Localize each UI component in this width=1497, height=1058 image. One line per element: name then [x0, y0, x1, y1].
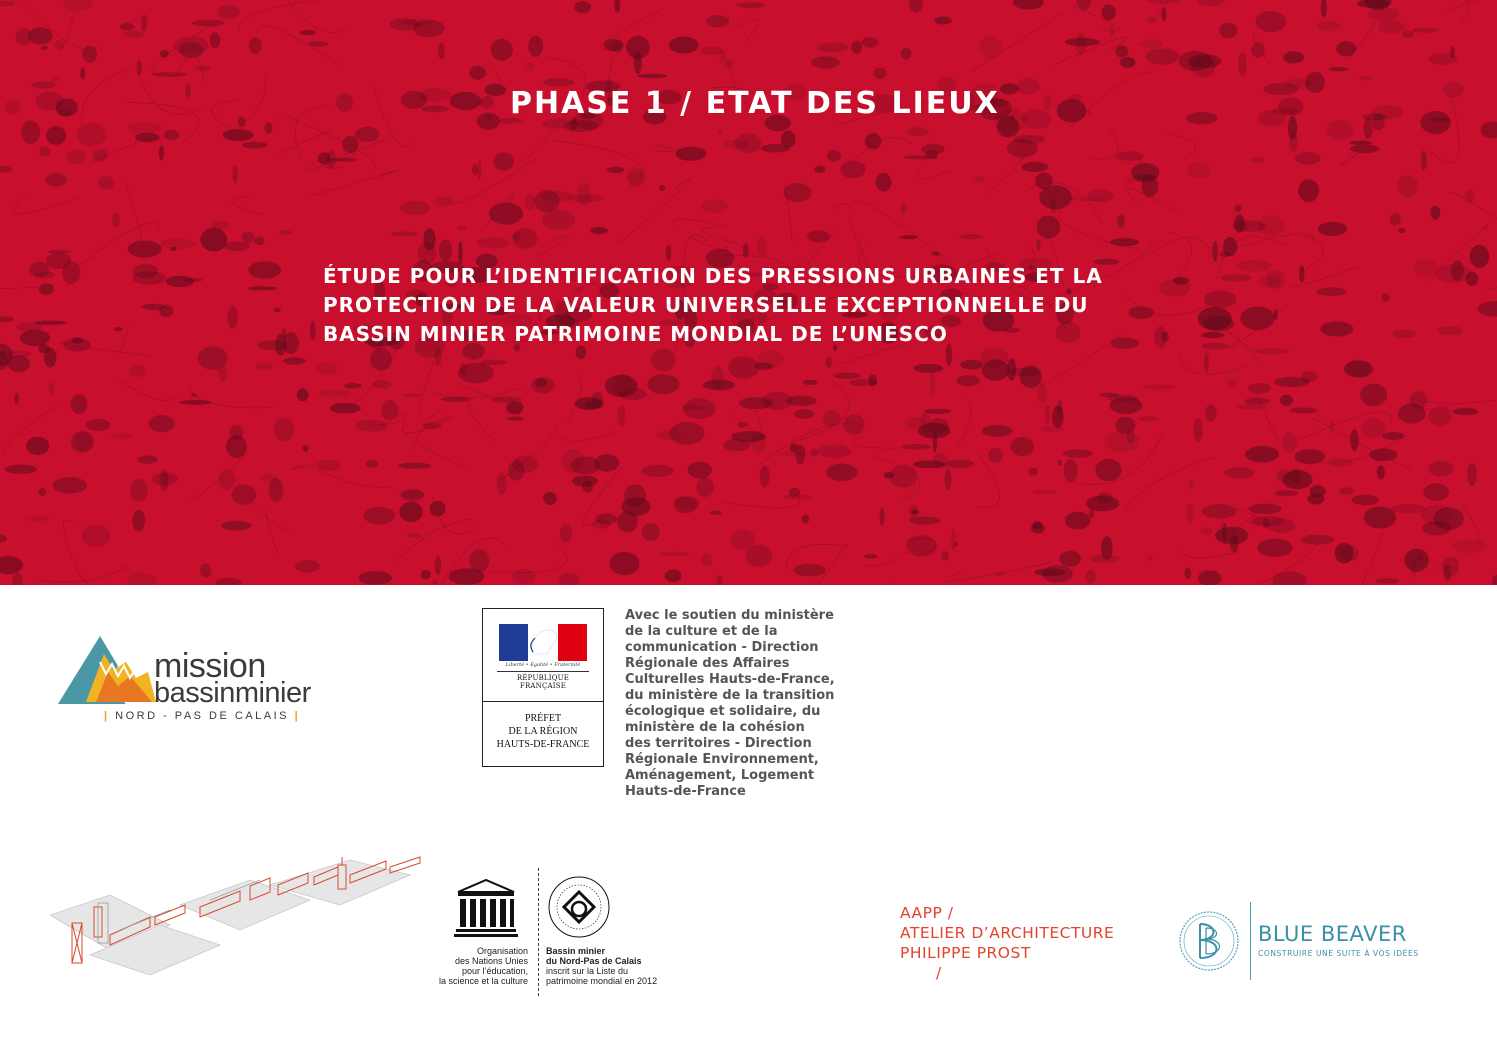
unesco-divider — [538, 868, 539, 996]
unesco-org-line: des Nations Unies — [454, 956, 528, 966]
mission-word: mission — [154, 647, 266, 685]
mining-buildings-illustration — [50, 855, 450, 980]
blue-beaver-divider — [1250, 902, 1251, 980]
blue-beaver-monogram-icon — [1178, 908, 1240, 974]
study-title — [323, 262, 1183, 349]
support-line: Aménagement, Logement — [625, 768, 815, 783]
marianne-block — [483, 609, 603, 702]
support-line: Régionale Environnement, — [625, 752, 819, 767]
blue-beaver-tagline: CONSTRUIRE UNE SUITE À VOS IDÉES — [1258, 949, 1419, 958]
aapp-logo — [900, 903, 1114, 983]
aapp-line: ATELIER D’ARCHITECTURE — [900, 924, 1115, 942]
prefet-line: HAUTS-DE-FRANCE — [496, 739, 590, 750]
prefet-region-logo — [482, 608, 604, 767]
unesco-temple-icon — [454, 878, 518, 940]
mission-subtitle: | NORD - PAS DE CALAIS | — [104, 710, 301, 722]
unesco-org-line: la science et la culture — [438, 976, 528, 986]
prefet-line: DE LA RÉGION — [508, 726, 578, 737]
mountain-icon — [56, 632, 166, 712]
bassinminier-word: bassinminier — [154, 677, 311, 709]
unesco-logo — [432, 868, 672, 998]
support-line: communication - Direction — [625, 640, 819, 655]
prefet-line: PRÉFET — [524, 713, 562, 724]
unesco-organisation — [432, 946, 528, 986]
support-line: de la culture et de la — [625, 624, 778, 639]
prefet-text — [483, 712, 603, 751]
support-line: Culturelles Hauts-de-France, — [625, 672, 835, 687]
aapp-line: / — [936, 964, 942, 982]
support-line: Avec le soutien du ministère — [625, 608, 834, 623]
unesco-site-line: patrimoine mondial en 2012 — [546, 976, 658, 986]
unesco-org-line: pour l’éducation, — [461, 966, 528, 976]
republic-motto: Liberté • Égalité • Fraternité — [505, 662, 581, 668]
support-line: Hauts-de-France — [625, 784, 746, 799]
support-line: écologique et solidaire, du — [625, 704, 821, 719]
blue-beaver-logo — [1178, 902, 1438, 982]
unesco-site-line: du Nord-Pas de Calais — [546, 956, 642, 966]
support-line: ministère de la cohésion — [625, 720, 805, 735]
support-line: Régionale des Affaires — [625, 656, 790, 671]
mission-subtitle-text: NORD - PAS DE CALAIS — [115, 710, 290, 722]
support-line: des territoires - Direction — [625, 736, 812, 751]
study-title-line: PROTECTION DE LA VALEUR UNIVERSELLE EXCEPTIONNELLE DU — [323, 293, 1089, 317]
world-heritage-emblem-icon — [544, 874, 614, 940]
mission-bassin-minier-logo — [56, 632, 356, 727]
support-line: du ministère de la transition — [625, 688, 835, 703]
marianne-flag-icon — [499, 624, 587, 661]
republic-name: RÉPUBLIQUE FRANÇAISE — [497, 671, 589, 690]
unesco-site-line: inscrit sur la Liste du — [546, 966, 629, 976]
study-title-line: ÉTUDE POUR L’IDENTIFICATION DES PRESSIONS URBAINES ET LA — [323, 264, 1103, 288]
blue-beaver-name: BLUE BEAVER — [1258, 922, 1407, 946]
unesco-site-line: Bassin minier — [546, 946, 606, 956]
phase-title: PHASE 1 / ETAT DES LIEUX — [510, 86, 1000, 121]
study-title-line: BASSIN MINIER PATRIMOINE MONDIAL DE L’UNESCO — [323, 322, 948, 346]
aapp-line: AAPP / — [900, 904, 954, 922]
unesco-org-line: Organisation — [476, 946, 528, 956]
unesco-site-inscription — [546, 946, 676, 986]
support-text — [625, 608, 855, 800]
aapp-line: PHILIPPE PROST — [900, 944, 1031, 962]
